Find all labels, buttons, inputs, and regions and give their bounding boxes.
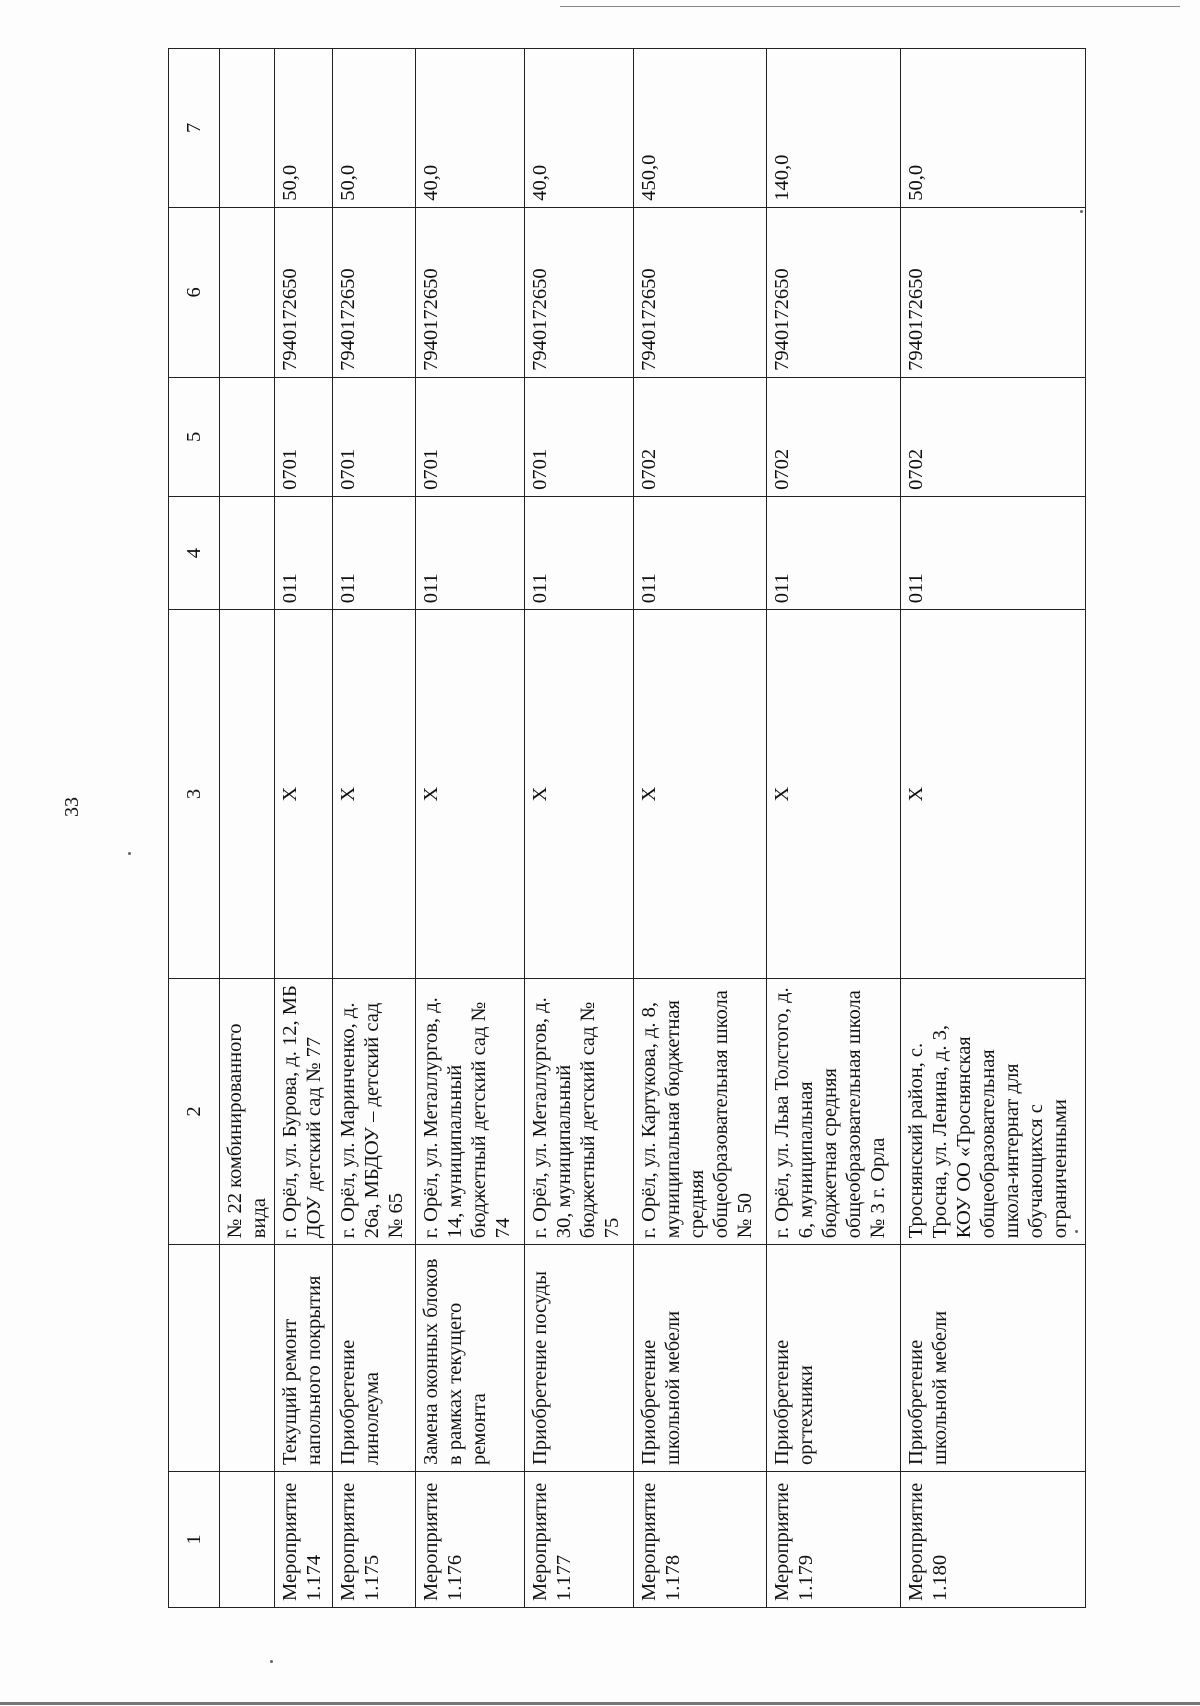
cell-empty (220, 1245, 275, 1472)
scan-edge-line (0, 1702, 1200, 1705)
budget-events-table (168, 48, 1086, 1608)
cell-address: Троснянский район, с. Тросна, ул. Ленина, д. 3, КОУ ОО «Троснянская общеобразовательная школа-интернат для обучающихся с ограниченными (901, 978, 1086, 1244)
cell-empty (220, 610, 275, 978)
cell-name: Приобретение оргтехники (767, 1245, 901, 1472)
cell-col-5: 0701 (333, 377, 416, 496)
cell-event: Мероприятие 1.180 (901, 1471, 1086, 1607)
cell-col-5: 0701 (416, 377, 525, 496)
cell-address: г. Орёл, ул. Бурова, д. 12, МБ ДОУ детский сад № 77 (275, 978, 333, 1244)
cell-event: Мероприятие 1.175 (333, 1471, 416, 1607)
cell-address: г. Орёл, ул. Металлургов, д. 30, муниципальный бюджетный детский сад № 75 (524, 978, 633, 1244)
table-row (633, 49, 767, 1608)
header-col-4: 4 (169, 496, 220, 609)
header-col-2: 2 (169, 978, 220, 1244)
cell-empty (220, 207, 275, 377)
cell-event: Мероприятие 1.176 (416, 1471, 525, 1607)
table-row (524, 49, 633, 1608)
cell-empty (220, 377, 275, 496)
rotated-table-container (168, 48, 1086, 1608)
table-row (767, 49, 901, 1608)
cell-col-6: 7940172650 (416, 207, 525, 377)
cell-col-3: Х (767, 610, 901, 978)
cell-col-6: 7940172650 (767, 207, 901, 377)
cell-empty (220, 49, 275, 208)
cell-col-4: 011 (901, 496, 1086, 609)
scan-speck (270, 1660, 273, 1663)
scan-edge-line (560, 6, 1180, 7)
cell-col-6: 7940172650 (901, 207, 1086, 377)
continuation-row (220, 49, 275, 1608)
cell-address: г. Орёл, ул. Картукова, д. 8, муниципальная бюджетная средняя общеобразовательная школа № 50 (633, 978, 767, 1244)
cell-col-5: 0702 (633, 377, 767, 496)
table-row (275, 49, 333, 1608)
cell-col-7: 40,0 (416, 49, 525, 208)
cell-col-3: Х (633, 610, 767, 978)
header-row (169, 49, 220, 1608)
table-row (333, 49, 416, 1608)
cell-event: Мероприятие 1.177 (524, 1471, 633, 1607)
cell-name: Приобретение школьной мебели (901, 1245, 1086, 1472)
cell-event: Мероприятие 1.174 (275, 1471, 333, 1607)
scan-speck (128, 852, 131, 855)
cell-name: Приобретение линолеума (333, 1245, 416, 1472)
cell-col-3: Х (524, 610, 633, 978)
header-col-1: 1 (169, 1471, 220, 1607)
cell-empty (220, 496, 275, 609)
table-row (901, 49, 1086, 1608)
cell-col-3: Х (333, 610, 416, 978)
header-col-7: 7 (169, 49, 220, 208)
cell-address: г. Орёл, ул. Маринченко, д. 26а, МБДОУ – детский сад № 65 (333, 978, 416, 1244)
cell-address: г. Орёл, ул. Льва Толстого, д. 6, муниципальная бюджетная средняя общеобразовательная школа № 3 г. Орла (767, 978, 901, 1244)
cell-col-5: 0702 (767, 377, 901, 496)
cell-address: г. Орёл, ул. Металлургов, д. 14, муниципальный бюджетный детский сад № 74 (416, 978, 525, 1244)
cell-col-7: 450,0 (633, 49, 767, 208)
page-number: 33 (61, 797, 83, 817)
cell-col-7: 50,0 (275, 49, 333, 208)
header-col-3: 3 (169, 610, 220, 978)
cell-col-6: 7940172650 (633, 207, 767, 377)
cell-col-3: Х (416, 610, 525, 978)
cell-col-4: 011 (767, 496, 901, 609)
cell-col-6: 7940172650 (275, 207, 333, 377)
cell-col-4: 011 (416, 496, 525, 609)
cell-col-5: 0701 (275, 377, 333, 496)
header-col-6: 6 (169, 207, 220, 377)
cell-event: Мероприятие 1.178 (633, 1471, 767, 1607)
cell-col-7: 140,0 (767, 49, 901, 208)
cell-name: Текущий ремонт напольного покрытия (275, 1245, 333, 1472)
cell-name: Приобретение школьной мебели (633, 1245, 767, 1472)
cell-name: Приобретение посуды (524, 1245, 633, 1472)
cell-col-3: Х (275, 610, 333, 978)
header-col-5: 5 (169, 377, 220, 496)
table-row (416, 49, 525, 1608)
cell-col-4: 011 (333, 496, 416, 609)
cell-col-7: 50,0 (333, 49, 416, 208)
cell-col-7: 50,0 (901, 49, 1086, 208)
cell-name: Замена оконных блоков в рамках текущего ремонта (416, 1245, 525, 1472)
cell-event: Мероприятие 1.179 (767, 1471, 901, 1607)
cell-col-6: 7940172650 (524, 207, 633, 377)
cell-col-7: 40,0 (524, 49, 633, 208)
cell-address: № 22 комбинированного вида (220, 978, 275, 1244)
cell-col-4: 011 (633, 496, 767, 609)
cell-col-6: 7940172650 (333, 207, 416, 377)
cell-col-4: 011 (524, 496, 633, 609)
header-col-name (169, 1245, 220, 1472)
cell-col-5: 0702 (901, 377, 1086, 496)
cell-col-4: 011 (275, 496, 333, 609)
cell-col-3: Х (901, 610, 1086, 978)
cell-empty (220, 1471, 275, 1607)
cell-col-5: 0701 (524, 377, 633, 496)
